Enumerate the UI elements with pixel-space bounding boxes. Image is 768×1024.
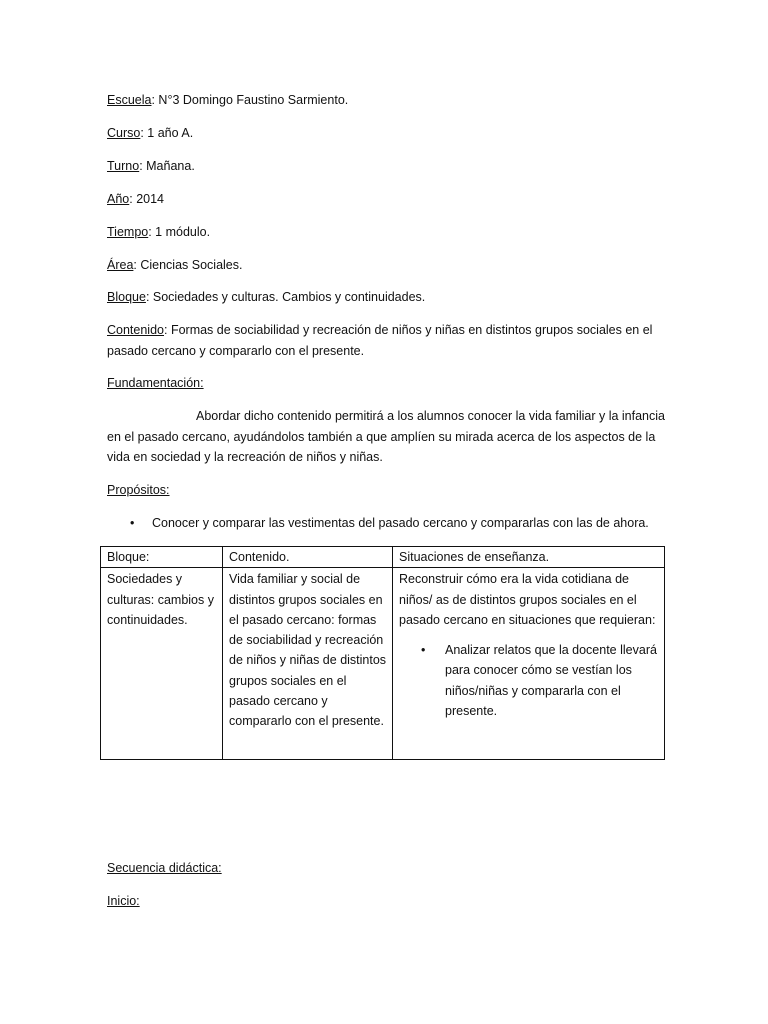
table-header-row xyxy=(101,547,665,568)
cell-contenido: Vida familiar y social de distintos grupos sociales en el pasado cercano: formas de sociabilidad y recreación de niños y niñas de distintos grupos sociales en el pasado cercano y compararlo con el presente. xyxy=(223,568,393,760)
turno-label: Turno xyxy=(107,159,140,173)
planning-table xyxy=(100,546,665,760)
field-contenido xyxy=(107,320,667,361)
field-escuela xyxy=(107,90,348,110)
escuela-label: Escuela xyxy=(107,93,152,107)
field-area xyxy=(107,255,242,275)
curso-value: : 1 año A. xyxy=(140,126,194,140)
tiempo-label: Tiempo xyxy=(107,225,149,239)
fundamentacion-label: Fundamentación: xyxy=(107,376,204,390)
area-value: : Ciencias Sociales. xyxy=(133,258,243,272)
curso-label: Curso xyxy=(107,126,141,140)
situaciones-list xyxy=(399,640,659,721)
situaciones-intro: Reconstruir cómo era la vida cotidiana de niños/ as de distintos grupos sociales en el pasado cercano en situaciones que requieran: xyxy=(399,572,656,627)
cell-bloque: Sociedades y culturas: cambios y continuidades. xyxy=(101,568,223,760)
escuela-value: : N°3 Domingo Faustino Sarmiento. xyxy=(151,93,349,107)
field-turno xyxy=(107,156,195,176)
inicio-label: Inicio: xyxy=(107,894,140,908)
propositos-item-text: Conocer y comparar las vestimentas del pasado cercano y compararlas con las de ahora. xyxy=(152,516,649,530)
anio-value: : 2014 xyxy=(129,192,165,206)
fundamentacion-paragraph xyxy=(107,406,667,468)
area-label: Área xyxy=(107,258,134,272)
bullet-icon: • xyxy=(130,516,135,530)
anio-label: Año xyxy=(107,192,130,206)
bloque-label: Bloque xyxy=(107,290,146,304)
fundamentacion-heading xyxy=(107,373,204,393)
field-curso xyxy=(107,123,193,143)
field-anio xyxy=(107,189,164,209)
bullet-icon: • xyxy=(421,643,426,658)
header-cell-contenido: Contenido. xyxy=(223,547,393,568)
cell-situaciones xyxy=(393,568,665,760)
propositos-heading xyxy=(107,480,170,500)
header-cell-bloque: Bloque: xyxy=(101,547,223,568)
propositos-label: Propósitos: xyxy=(107,483,170,497)
tiempo-value: : 1 módulo. xyxy=(148,225,211,239)
table-row xyxy=(101,568,665,760)
list-item xyxy=(421,640,659,721)
secuencia-heading xyxy=(107,858,222,878)
inicio-heading xyxy=(107,891,140,911)
contenido-value: : Formas de sociabilidad y recreación de niños y niñas en distintos grupos sociales en el pasado cercano y compararlo con el presente. xyxy=(107,323,653,358)
field-bloque xyxy=(107,287,425,307)
contenido-label: Contenido xyxy=(107,323,164,337)
situaciones-item-text: Analizar relatos que la docente llevará para conocer cómo se vestían los niños/niñas y compararla con el presente. xyxy=(445,643,657,719)
turno-value: : Mañana. xyxy=(139,159,195,173)
fundamentacion-text: Abordar dicho contenido permitirá a los alumnos conocer la vida familiar y la infancia en el pasado cercano, ayudándolos también a que amplíen su mirada acerca de los aspectos de la vida en sociedad y la recreación de niños y niñas. xyxy=(107,409,665,464)
field-tiempo xyxy=(107,222,210,242)
secuencia-label: Secuencia didáctica: xyxy=(107,861,222,875)
propositos-item xyxy=(130,513,649,533)
header-cell-situaciones: Situaciones de enseñanza. xyxy=(393,547,665,568)
bloque-value: : Sociedades y culturas. Cambios y continuidades. xyxy=(145,290,426,304)
